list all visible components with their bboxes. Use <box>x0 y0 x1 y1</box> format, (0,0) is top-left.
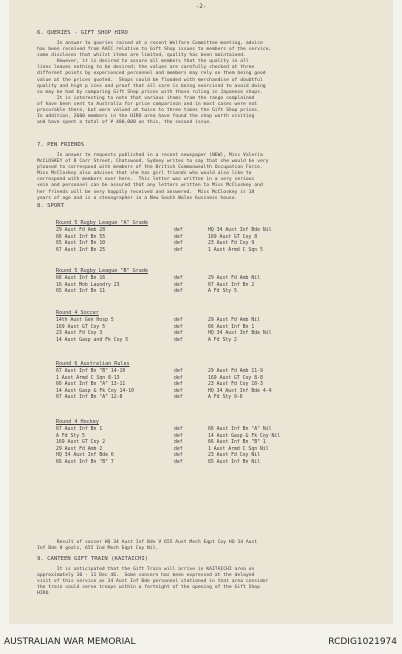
losing-team: 23 Aust Fd Coy 10-3 <box>208 382 263 388</box>
sport-result-row <box>56 248 346 254</box>
losing-team: 169 Aust GT Coy 8 <box>208 234 258 240</box>
def-label: def <box>174 446 183 452</box>
sport-result-row <box>56 318 346 324</box>
winning-team: 29 Aust Fd Amb 28 <box>56 228 106 233</box>
def-label: def <box>174 369 183 374</box>
def-label: def <box>174 453 183 459</box>
winning-team: 66 Aust Inf Bn "A" 13-11 <box>56 382 126 388</box>
sport-result-row <box>56 427 346 433</box>
def-label: def <box>174 324 183 330</box>
def-label: def <box>174 427 183 432</box>
winning-team: 67 Aust Inf Bn "A" 12-8 <box>56 395 123 401</box>
document-page <box>9 0 393 624</box>
def-label: def <box>174 228 183 233</box>
page-number: -2- <box>195 3 207 10</box>
sport-result-row <box>56 338 346 344</box>
losing-team: 1 Aust Armd C Sqn 5 <box>208 247 263 253</box>
losing-team: 67 Aust Inf Bn 2 <box>208 282 255 288</box>
sport-result-row <box>56 241 346 247</box>
winning-team: 66 Aust Inf Bn "B" 7 <box>56 460 114 465</box>
sport-result-row <box>56 369 346 375</box>
losing-team: 66 Aust Inf Bn "B" 1 <box>208 440 266 446</box>
losing-team: A Fd Sty 5 <box>208 289 237 295</box>
def-label: def <box>174 318 183 323</box>
sport-result-row <box>56 289 346 295</box>
winning-team: 29 Aust Fd Amb 2 <box>56 446 103 452</box>
winning-team: 14th Aust Gen Hosp 5 <box>56 318 114 323</box>
queries-paragraph: In answer to queries raised at a recent Welfare Committee meeting, advice has been received from AACC relative to Gift Shop issues to members of the service, same discloses that whilst items are limited, quality has been maintained. However, it is desired to assure all members that the quality in all lines leaves nothing to be desired; the values are carefully checked at three different points by experienced personnel and members may rely on them being good value at the prices quoted. Shops could be flooded with merchandise of doubtful quality and high p ices and proof that all care is being exercised to avoid doing so may be had by comparing Gift Shop prices with those ruling in Japanese shops. It is interesting to note that various items from the range complained of have been sent to Australia for price comparison and in most cases were not procurable there, but were valued at twice to three times the Gift Shop prices. In addition, 2600 members in the HIRO area have found the shop worth visiting and have spent a total of ¥ 480,000 on this, the second issue. <box>37 41 272 126</box>
sport-result-row <box>56 276 346 282</box>
losing-team: 29 Aust Fd Amb Nil <box>208 276 260 281</box>
winning-team: A Fd Sty 5 <box>56 433 85 439</box>
sport-round-heading: Round 6 Australian Rules <box>56 361 130 367</box>
losing-team: 23 Aust Fd Coy Nil <box>208 453 260 459</box>
def-label: def <box>174 375 183 381</box>
winning-team: 1 Aust Armd C Sqn 8-13 <box>56 375 120 381</box>
winning-team: 67 Aust Inf Bn "B" 14-10 <box>56 369 126 374</box>
losing-team: 169 Aust GT Coy 8-8 <box>208 375 263 381</box>
def-label: def <box>174 276 183 281</box>
winning-team: 67 Aust Inf Bn 1 <box>56 427 103 432</box>
winning-team: 66 Aust Inf Bn 55 <box>56 234 106 240</box>
winning-team: HQ 34 Aust Inf Bde 6 <box>56 453 114 459</box>
losing-team: A Fd Sty 2 <box>208 337 237 343</box>
losing-team: 29 Aust Fd Amb Nil <box>208 318 260 323</box>
def-label: def <box>174 337 183 343</box>
losing-team: 23 Aust Fd Coy 9 <box>208 241 255 247</box>
section-title-pen-friends: 7. PEN FRIENDS <box>37 142 85 148</box>
def-label: def <box>174 382 183 388</box>
winning-team: 65 Aust Inf Bn 11 <box>56 289 106 295</box>
def-label: def <box>174 440 183 446</box>
sport-round-heading: Round 5 Rugby League "B" Grade <box>56 268 149 274</box>
section-title-canteen: 9. CANTEEN GIFT TRAIN (KAITAICHI) <box>37 556 149 562</box>
footer-organisation: AUSTRALIAN WAR MEMORIAL <box>4 637 136 647</box>
losing-team: 29 Aust Fd Amb 11-9 <box>208 369 263 374</box>
canteen-paragraph: It is anticipated that the Gift Train will arrive in KAITAICHI area on approximately 10 - 11 Dec 46. Some concern has been expressed at the delayed visit of this service as 34 Aust Inf Bde personnel stationed in that area consider the train could serve troops within a fortnight of the opening of the Gift Shop HIRO. <box>37 567 269 597</box>
sport-result-row <box>56 228 346 234</box>
section-title-queries: 6. QUERIES - GIFT SHOP HIRO <box>37 30 128 36</box>
winning-team: 14 Aust Gasp and Fk Coy 5 <box>56 337 129 343</box>
sport-result-row <box>56 440 346 446</box>
def-label: def <box>174 282 183 288</box>
losing-team: A Fd Sty 9-6 <box>208 395 243 401</box>
winning-team: 169 Aust GT Coy 2 <box>56 440 106 446</box>
sport-result-row <box>56 331 346 337</box>
def-label: def <box>174 460 183 465</box>
losing-team: 66 Aust Inf Bn 1 <box>208 324 255 330</box>
losing-team: 65 Aust Inf Bn Nil <box>208 460 260 465</box>
losing-team: 66 Aust Inf Bn "A" Nil <box>208 427 272 432</box>
archive-footer <box>0 626 402 654</box>
def-label: def <box>174 289 183 295</box>
losing-team: HQ 34 Aust Inf Bde Nil <box>208 331 272 337</box>
sport-result-row <box>56 382 346 388</box>
section-title-sport: 8. SPORT <box>37 203 64 209</box>
sport-result-row <box>56 453 346 459</box>
winning-team: 66 Aust Inf Bn 16 <box>56 276 106 281</box>
sport-round-heading: Round 5 Rugby League "A" Grade <box>56 220 149 226</box>
losing-team: 1 Aust Armd C Sqn Nil <box>208 446 269 452</box>
winning-team: 67 Aust Inf Bn 25 <box>56 247 106 253</box>
def-label: def <box>174 247 183 253</box>
pen-friends-paragraph: In answer to requests published in a recent newspaper (NEW), Miss Valeria McCLOSKEY of 8 Carr Street, Chatswood, Sydney writes to say that she would be very pleased to correspond with members of the British Commonwealth Occupation Force. Miss McCloskey also advises that she has girl friends who would also like to correspond with members over here. This letter was written in a very serious vein and personnel can be assured that any letters written to Miss McCloskey and her friends will be very happily received and answered. Miss McCloskey is 18 years of age and is a stenographer in a New South Wales business house. <box>37 153 269 201</box>
sport-footnote: Result of soccer HQ 34 Aust Inf Bde V 655 Aust Mech Eqpt Coy HQ 34 Aust Inf Bde 8 goals, 655 Ind Mech Eqpt Coy Nil. <box>37 540 258 552</box>
sport-result-row <box>56 395 346 401</box>
def-label: def <box>174 388 183 394</box>
sport-result-row <box>56 460 346 466</box>
winning-team: 16 Aust Mob Laundry 23 <box>56 282 120 288</box>
def-label: def <box>174 331 183 337</box>
losing-team: HQ 34 Aust Inf Bde Nil <box>208 228 272 233</box>
winning-team: 65 Aust Inf Bn 10 <box>56 241 106 247</box>
winning-team: 23 Aust Fd Coy 3 <box>56 331 103 337</box>
winning-team: 169 Aust GT Coy 5 <box>56 324 106 330</box>
losing-team: 14 Aust Gasp & Fk Coy Nil <box>208 433 281 439</box>
sport-round-heading: Round 4 Soccer <box>56 310 99 316</box>
def-label: def <box>174 433 183 439</box>
def-label: def <box>174 395 183 401</box>
footer-reference: RCDIG1021974 <box>328 637 397 647</box>
losing-team: HQ 34 Aust Inf Bde 4-4 <box>208 388 272 394</box>
sport-round-heading: Round 4 Hockey <box>56 419 99 425</box>
winning-team: 14 Aust Gasp & Fk Coy 14-10 <box>56 388 134 394</box>
def-label: def <box>174 241 183 247</box>
def-label: def <box>174 234 183 240</box>
